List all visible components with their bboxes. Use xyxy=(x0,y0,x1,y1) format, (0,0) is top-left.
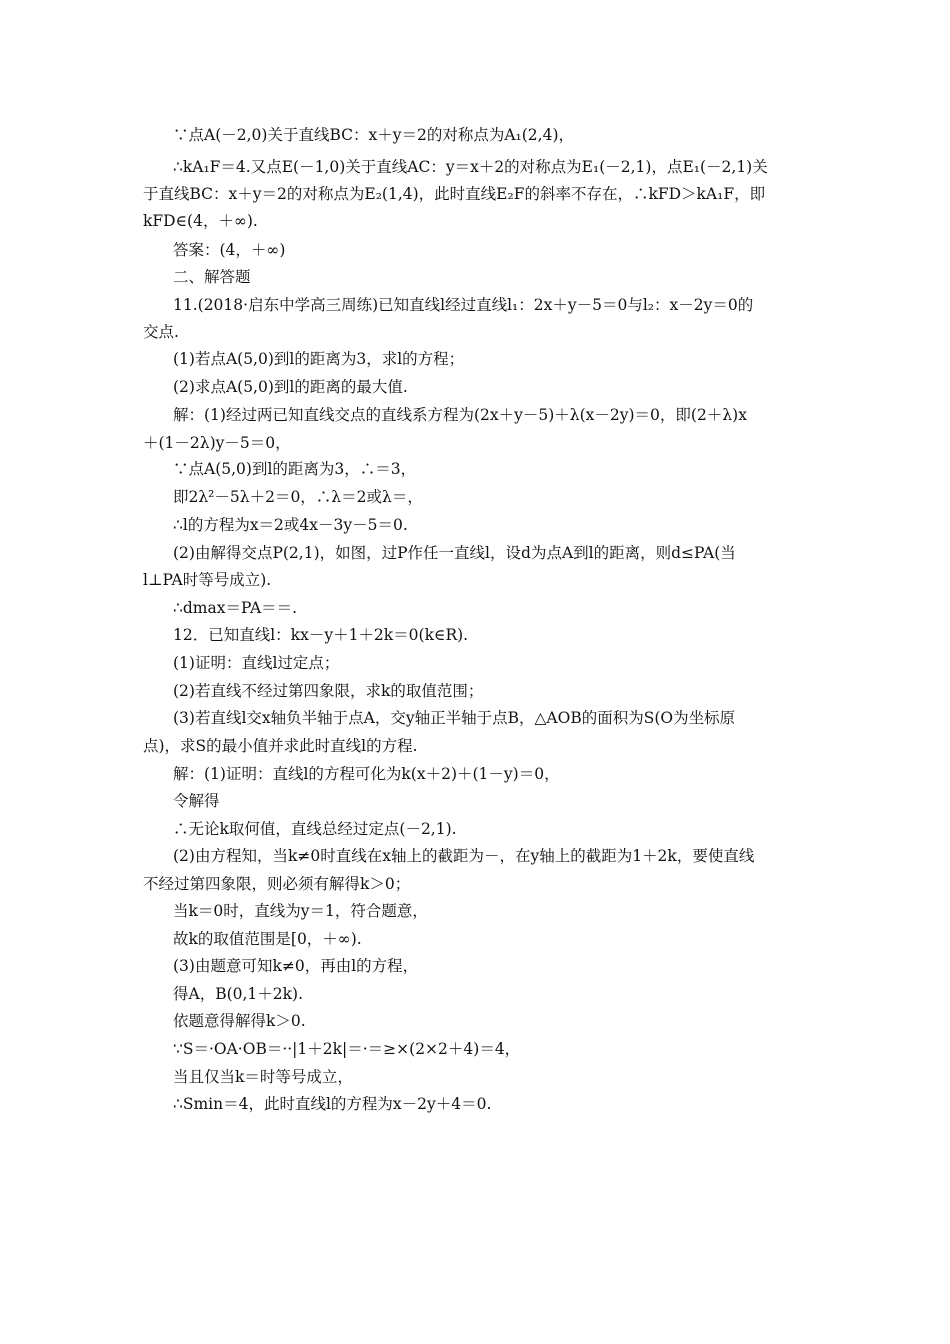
text-line-18: ∴dmax＝PA＝＝. xyxy=(173,599,298,617)
text-line-35: 当且仅当k＝时等号成立， xyxy=(173,1068,353,1086)
text-line-7: 11.(2018·启东中学高三周练)已知直线l经过直线l₁：2x＋y－5＝0与l₂：x－2y＝0的 xyxy=(173,296,754,314)
text-line-29: 当k＝0时，直线为y＝1，符合题意， xyxy=(173,902,428,920)
text-line-32: 得A，B(0,1＋2k). xyxy=(173,985,304,1003)
text-line-14: 即2λ²－5λ＋2＝0，∴λ＝2或λ＝， xyxy=(173,488,423,506)
text-line-24: 解：(1)证明：直线l的方程可化为k(x＋2)＋(1－y)＝0， xyxy=(173,765,560,783)
text-line-10: (2)求点A(5,0)到l的距离的最大值. xyxy=(173,378,408,396)
text-line-25: 令解得 xyxy=(173,792,220,810)
text-line-3: 于直线BC：x＋y＝2的对称点为E₂(1,4)，此时直线E₂F的斜率不存在，∴kFD＞kA₁F，即 xyxy=(143,185,766,203)
text-line-16: (2)由解得交点P(2,1)，如图，过P作任一直线l，设d为点A到l的距离，则d≤PA(当 xyxy=(173,544,736,562)
text-line-27: (2)由方程知，当k≠0时直线在x轴上的截距为－，在y轴上的截距为1＋2k，要使直线 xyxy=(173,847,755,865)
text-line-15: ∴l的方程为x＝2或4x－3y－5＝0. xyxy=(173,516,408,534)
text-line-31: (3)由题意可知k≠0，再由l的方程， xyxy=(173,957,419,975)
section-heading: 二、解答题 xyxy=(173,268,251,286)
text-line-12: ＋(1－2λ)y－5＝0， xyxy=(143,434,291,452)
text-line-20: (1)证明：直线l过定点； xyxy=(173,654,340,672)
text-line-33: 依题意得解得k＞0. xyxy=(173,1012,306,1030)
text-line-28: 不经过第四象限，则必须有解得k＞0； xyxy=(143,875,411,893)
text-line-5: 答案：(4，＋∞) xyxy=(173,241,286,259)
text-line-17: l⊥PA时等号成立). xyxy=(143,571,272,589)
text-line-22: (3)若直线l交x轴负半轴于点A，交y轴正半轴于点B，△AOB的面积为S(O为坐标原 xyxy=(173,709,736,727)
text-line-4: kFD∈(4，＋∞). xyxy=(143,212,258,230)
text-line-34: ∵S＝·OA·OB＝··|1＋2k|＝·＝≥×(2×2＋4)＝4， xyxy=(173,1040,521,1058)
text-line-21: (2)若直线不经过第四象限，求k的取值范围； xyxy=(173,682,484,700)
text-line-36: ∴Smin＝4，此时直线l的方程为x－2y＋4＝0. xyxy=(173,1095,492,1113)
text-line-8: 交点. xyxy=(143,323,179,341)
text-line-19: 12．已知直线l：kx－y＋1＋2k＝0(k∈R). xyxy=(173,626,469,644)
text-line-26: ∴无论k取何值，直线总经过定点(－2,1). xyxy=(173,820,457,838)
text-line-9: (1)若点A(5,0)到l的距离为3，求l的方程； xyxy=(173,350,465,368)
text-line-11: 解：(1)经过两已知直线交点的直线系方程为(2x＋y－5)＋λ(x－2y)＝0，即(2＋λ)x xyxy=(173,406,747,424)
text-line-23: 点)，求S的最小值并求此时直线l的方程. xyxy=(143,737,418,755)
text-line-2: ∴kA₁F＝4.又点E(－1,0)关于直线AC：y＝x＋2的对称点为E₁(－2,1)，点E₁(－2,1)关 xyxy=(173,158,768,176)
text-line-13: ∵点A(5,0)到l的距离为3，∴＝3， xyxy=(173,460,417,478)
text-line-1: ∵点A(－2,0)关于直线BC：x＋y＝2的对称点为A₁(2,4)， xyxy=(173,126,574,144)
text-line-30: 故k的取值范围是[0，＋∞). xyxy=(173,930,362,948)
